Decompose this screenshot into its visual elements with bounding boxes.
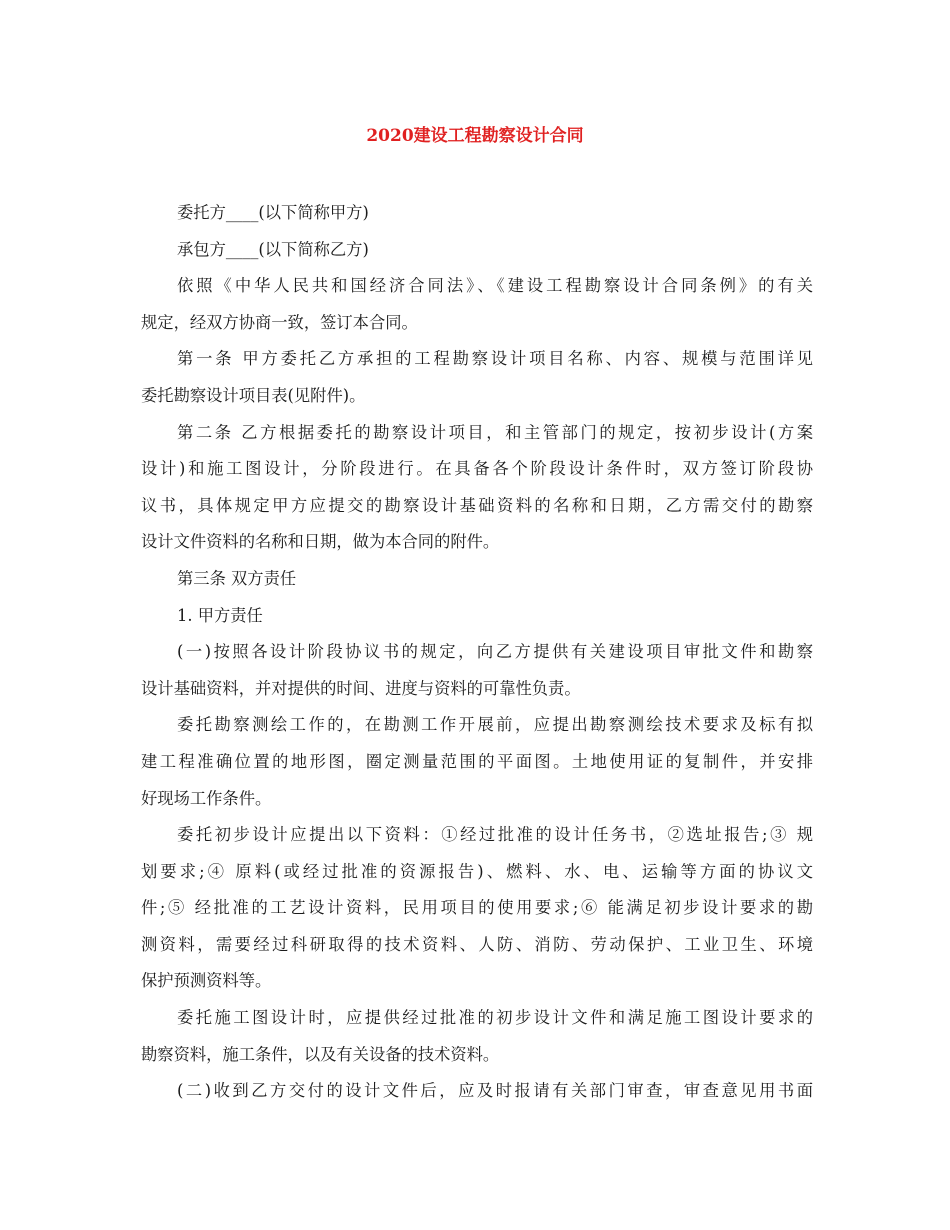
preliminary-design-line: 保护预测资料等。	[141, 971, 272, 991]
article-1-line: 委托勘察设计项目表(见附件)。	[141, 385, 366, 405]
article-3-heading: 第三条 双方责任	[177, 568, 297, 588]
construction-design-line: 勘察资料，施工条件，以及有关设备的技术资料。	[141, 1044, 500, 1064]
party-a-duties-heading: 1. 甲方责任	[177, 605, 263, 625]
survey-paragraph-line: 建工程准确位置的地形图，圈定测量范围的平面图。土地使用证的复制件，并安排	[141, 751, 813, 771]
article-2-line: 设计)和施工图设计，分阶段进行。在具备各个阶段设计条件时，双方签订阶段协	[141, 459, 813, 479]
survey-paragraph-line: 委托勘察测绘工作的，在勘测工作开展前，应提出勘察测绘技术要求及标有拟	[177, 715, 813, 735]
survey-paragraph-line: 好现场工作条件。	[141, 788, 272, 808]
preliminary-design-line: 测资料，需要经过科研取得的技术资料、人防、消防、劳动保护、工业卫生、环境	[141, 934, 813, 954]
document-body	[141, 195, 813, 1110]
paragraph-line: 规定，经双方协商一致，签订本合同。	[141, 312, 418, 332]
document-title: 2020建设工程勘察设计合同	[366, 126, 584, 146]
paragraph-line: 依照《中华人民共和国经济合同法》、《建设工程勘察设计合同条例》的有关	[177, 276, 813, 296]
duty-1-line: (一)按照各设计阶段协议书的规定，向乙方提供有关建设项目审批文件和勘察	[177, 642, 813, 662]
duty-1-line: 设计基础资料，并对提供的时间、进度与资料的可靠性负责。	[141, 678, 581, 698]
preliminary-design-line: 委托初步设计应提出以下资料：①经过批准的设计任务书，②选址报告;③ 规	[177, 825, 813, 845]
party-a-line: 委托方____(以下简称甲方)	[177, 203, 369, 222]
article-2-line: 议书，具体规定甲方应提交的勘察设计基础资料的名称和日期，乙方需交付的勘察	[141, 495, 813, 515]
article-1-line: 第一条 甲方委托乙方承担的工程勘察设计项目名称、内容、规模与范围详见	[177, 349, 813, 369]
duty-2-line: (二)收到乙方交付的设计文件后，应及时报请有关部门审查，审查意见用书面	[177, 1081, 813, 1101]
preliminary-design-line: 件;⑤ 经批准的工艺设计资料，民用项目的使用要求;⑥ 能满足初步设计要求的勘	[141, 898, 813, 918]
party-b-line: 承包方____(以下简称乙方)	[177, 239, 369, 259]
article-2-line: 设计文件资料的名称和日期，做为本合同的附件。	[141, 532, 500, 552]
construction-design-line: 委托施工图设计时，应提供经过批准的初步设计文件和满足施工图设计要求的	[177, 1008, 813, 1028]
article-2-line: 第二条 乙方根据委托的勘察设计项目，和主管部门的规定，按初步设计(方案	[177, 422, 813, 442]
preliminary-design-line: 划要求;④ 原料(或经过批准的资源报告)、燃料、水、电、运输等方面的协议文	[141, 861, 813, 881]
